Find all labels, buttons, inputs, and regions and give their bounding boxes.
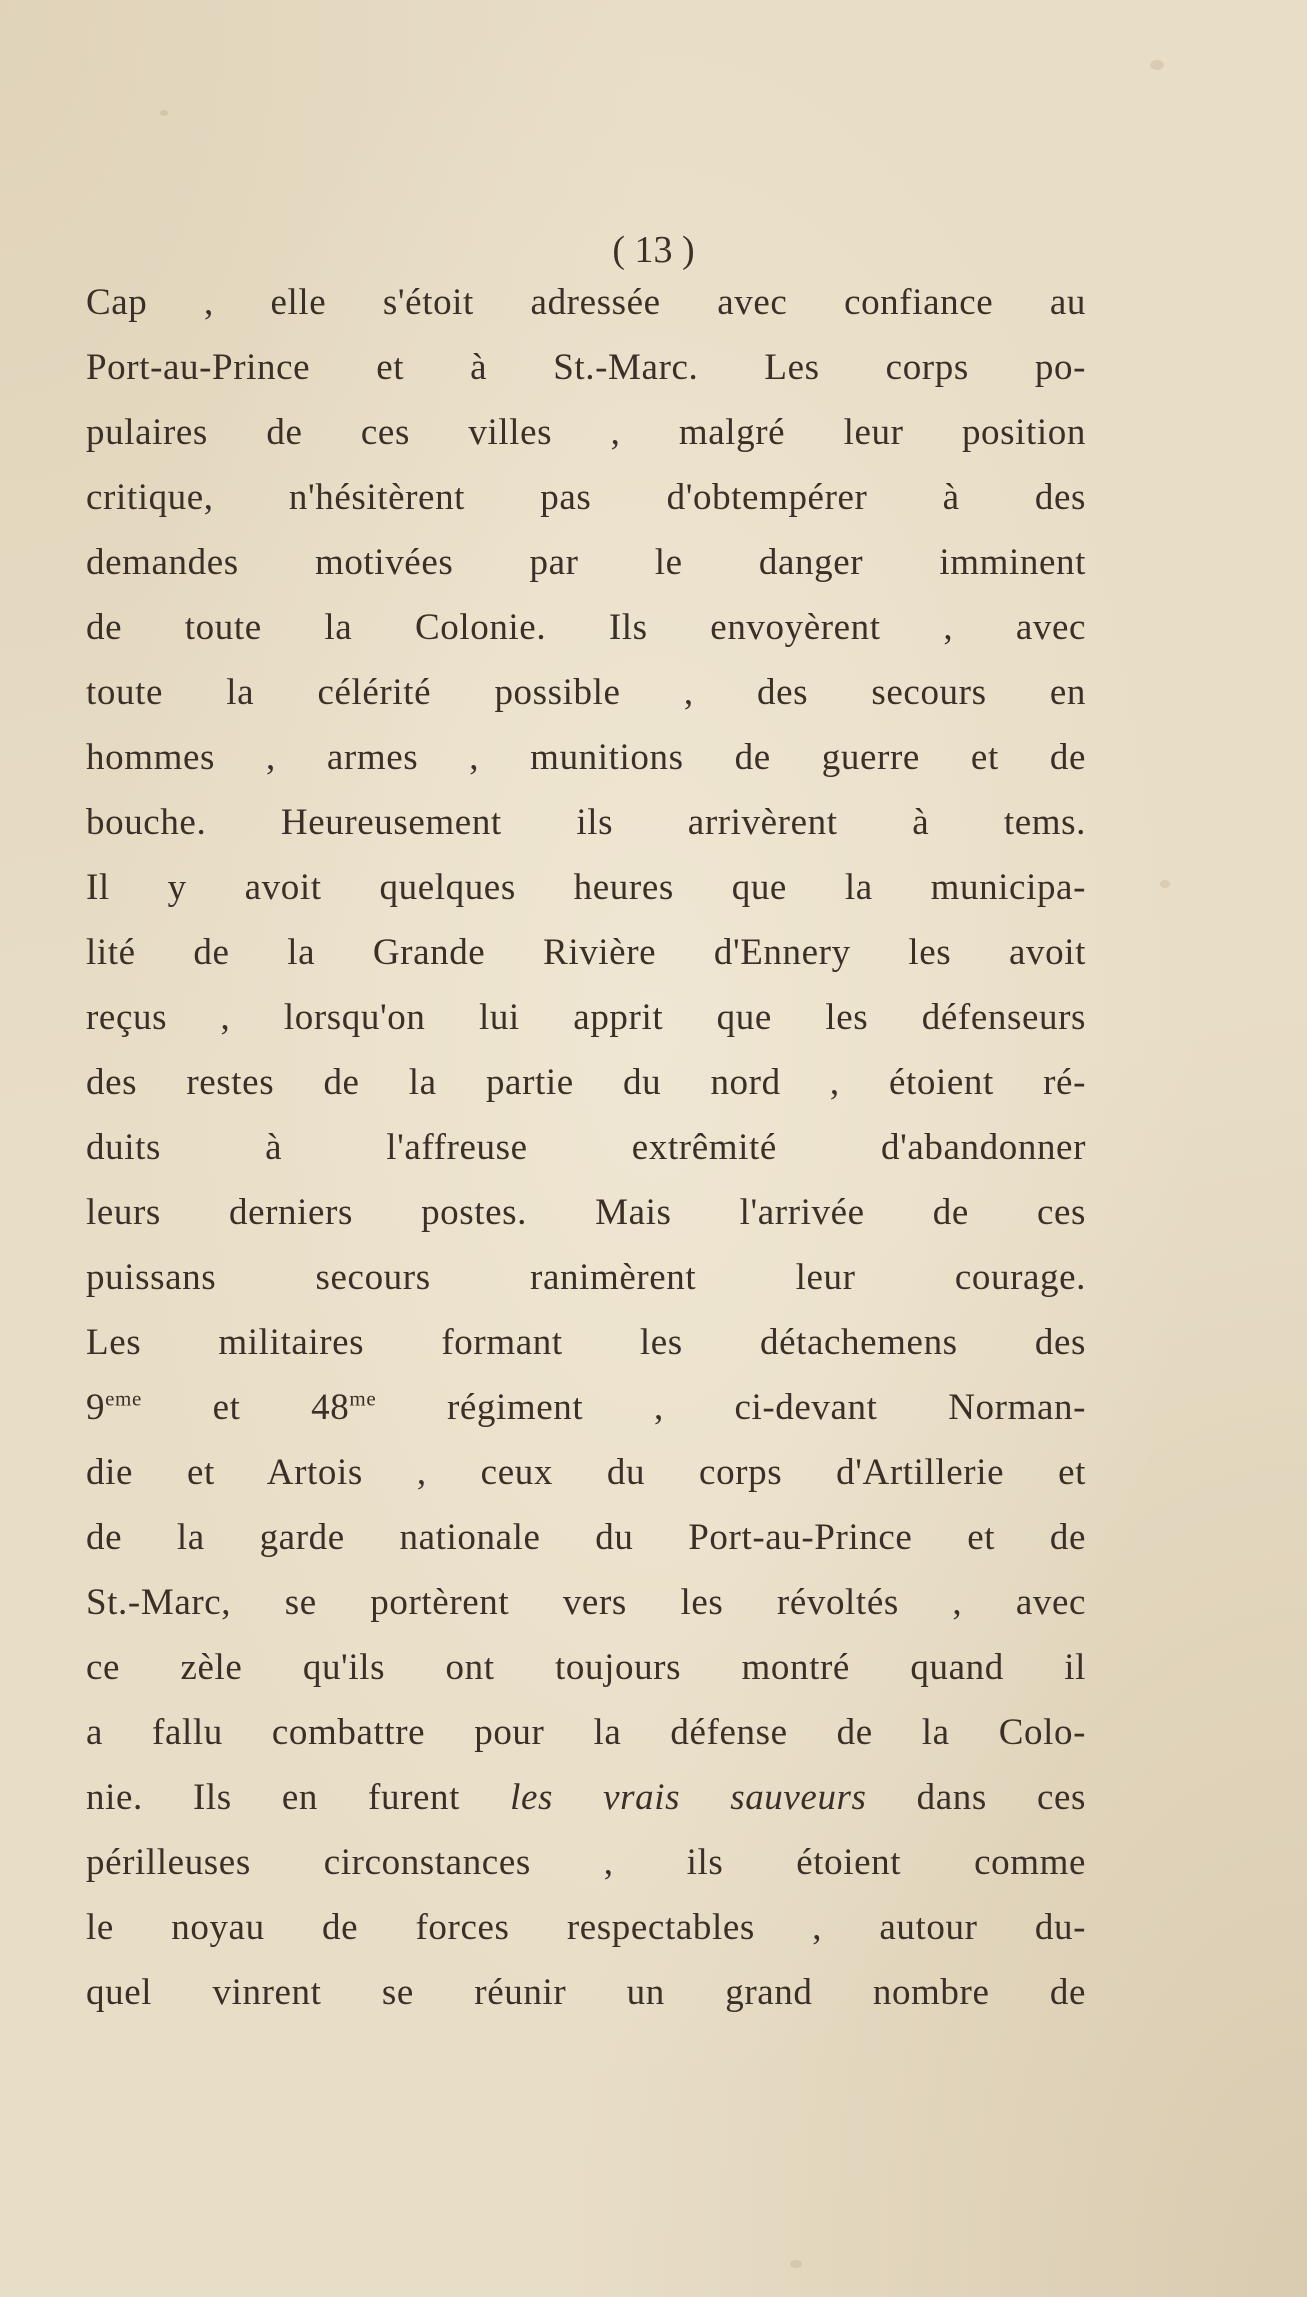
text-line: duits à l'affreuse extrêmité d'abandonner bbox=[86, 1127, 1086, 1168]
text-line: a fallu combattre pour la défense de la Colo- bbox=[86, 1712, 1086, 1753]
text-line: toute la célérité possible , des secours en bbox=[86, 672, 1086, 713]
text-line: reçus , lorsqu'on lui apprit que les défenseurs bbox=[86, 997, 1086, 1038]
text-line-regiments bbox=[86, 1375, 1086, 1440]
text-segment: et 48 bbox=[141, 1387, 350, 1428]
superscript: me bbox=[349, 1386, 377, 1411]
text-line: Cap , elle s'étoit adressée avec confiance au bbox=[86, 282, 1086, 323]
italic-phrase: les vrais sauveurs bbox=[510, 1777, 867, 1818]
text-line: pulaires de ces villes , malgré leur position bbox=[86, 412, 1086, 453]
text-line: quel vinrent se réunir un grand nombre de bbox=[86, 1972, 1086, 2013]
text-line: puissans secours ranimèrent leur courage. bbox=[86, 1257, 1086, 1298]
text-segment: nie. Ils en furent bbox=[86, 1777, 511, 1818]
text-line: demandes motivées par le danger imminent bbox=[86, 542, 1086, 583]
text-line: ce zèle qu'ils ont toujours montré quand il bbox=[86, 1647, 1086, 1688]
text-line: Port-au-Prince et à St.-Marc. Les corps po- bbox=[86, 347, 1086, 388]
text-segment: 9 bbox=[86, 1387, 106, 1428]
text-line: des restes de la partie du nord , étoient ré- bbox=[86, 1062, 1086, 1103]
text-line: de toute la Colonie. Ils envoyèrent , avec bbox=[86, 607, 1086, 648]
text-line: St.-Marc, se portèrent vers les révoltés , avec bbox=[86, 1582, 1086, 1623]
text-line: Il y avoit quelques heures que la municipa- bbox=[86, 867, 1086, 908]
superscript: eme bbox=[105, 1386, 142, 1411]
paper-stain bbox=[1160, 880, 1170, 888]
text-line: de la garde nationale du Port-au-Prince et de bbox=[86, 1517, 1086, 1558]
text-segment: dans ces bbox=[866, 1777, 1087, 1818]
text-line-italic bbox=[86, 1765, 1086, 1830]
text-line: bouche. Heureusement ils arrivèrent à tems. bbox=[86, 802, 1086, 843]
text-line: hommes , armes , munitions de guerre et de bbox=[86, 737, 1086, 778]
text-line: lité de la Grande Rivière d'Ennery les avoit bbox=[86, 932, 1086, 973]
text-line: leurs derniers postes. Mais l'arrivée de ces bbox=[86, 1192, 1086, 1233]
text-line: périlleuses circonstances , ils étoient comme bbox=[86, 1842, 1086, 1883]
text-line: critique, n'hésitèrent pas d'obtempérer à des bbox=[86, 477, 1086, 518]
body-text bbox=[86, 270, 1086, 2025]
page-number: ( 13 ) bbox=[612, 229, 695, 271]
paper-stain bbox=[1150, 60, 1164, 70]
text-line: die et Artois , ceux du corps d'Artillerie et bbox=[86, 1452, 1086, 1493]
paper-stain bbox=[160, 110, 168, 116]
text-segment: régiment , ci-devant Norman- bbox=[376, 1387, 1086, 1428]
text-line: le noyau de forces respectables , autour du- bbox=[86, 1907, 1086, 1948]
paper-stain bbox=[790, 2260, 802, 2268]
text-line: Les militaires formant les détachemens des bbox=[86, 1322, 1086, 1363]
